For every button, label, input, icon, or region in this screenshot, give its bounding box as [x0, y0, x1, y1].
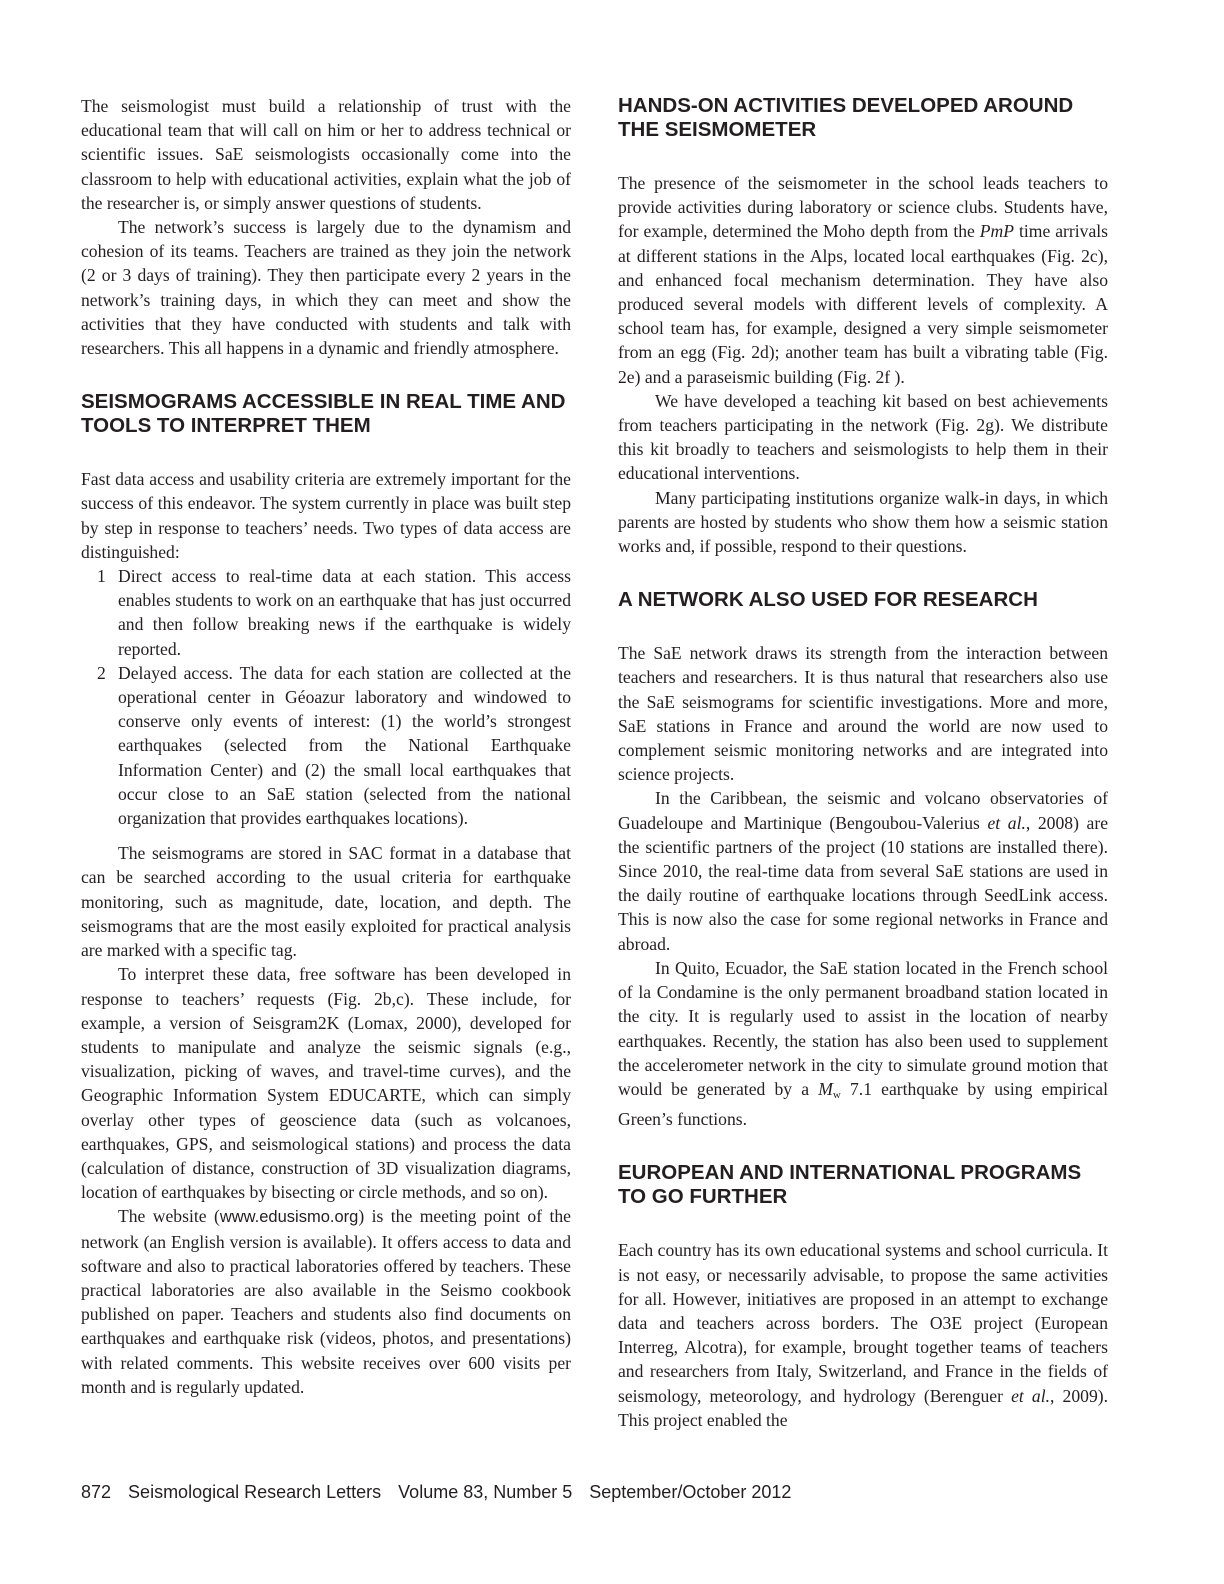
- text-span: time arrivals at different stations in the Alps, located local earthquakes (Fig. 2c), and enhanced focal mechanism determination. They have also produced several models with different levels of complexity. A school team has, for example, designed a very simple seismometer from an egg (Fig. 2d); another team has built a vibrating table (Fig. 2e) and a paraseismic building (Fig. 2f ).: [618, 221, 1108, 387]
- paragraph: The network’s success is largely due to the dynamism and cohesion of its teams. Teachers are trained as they join the network (2 or 3 days of training). They then participate every 2 years in the network’s training days, in which they can meet and show the activities that they have conducted with students and talk with researchers. This all happens in a dynamic and friendly atmosphere.: [81, 217, 571, 359]
- text-span: In Quito, Ecuador, the SaE station located in the French school of la Condamine is the only permanent broadband station located in the city. It is regularly used to assist in the location of nearby earthquakes. Recently, the station has also been used to supplement the accelerometer network in the city to simulate ground motion that would be generated by a: [618, 957, 1108, 1099]
- list-number: 1: [97, 566, 106, 587]
- paragraph: [618, 1238, 1108, 1432]
- issue-date: September/October 2012: [589, 1482, 792, 1502]
- heading-line: THE SEISMOMETER: [618, 118, 817, 141]
- paragraph: The seismograms are stored in SAC format in a database that can be searched according to the usual criteria for earthquake monitoring, such as magnitude, date, location, and depth. The seismograms that are the most easily exploited for practical analysis are marked with a specific tag.: [81, 843, 571, 961]
- list-number: 2: [97, 662, 106, 683]
- text-span: The website (: [118, 1206, 220, 1227]
- italic-term: M: [818, 1078, 833, 1099]
- paragraph: We have developed a teaching kit based on best achievements from teachers participating in the network (Fig. 2g). We distribute this kit broadly to teachers and seismologists to help them in their educational interventions.: [618, 390, 1108, 484]
- section-heading-research: A NETWORK ALSO USED FOR RESEARCH: [618, 588, 1038, 612]
- page-number: 872: [81, 1482, 112, 1502]
- italic-term: et al.: [1011, 1385, 1051, 1406]
- text-span: In the Caribbean, the seismic and volcano observatories of Guadeloupe and Martinique (Bengoubou-Valerius: [618, 788, 1108, 833]
- paragraph: [618, 786, 1108, 955]
- left-column: [81, 94, 571, 1399]
- paragraph: The SaE network draws its strength from the interaction between teachers and researchers. It is thus natural that researchers also use the SaE seismograms for scientific investigations. More and more, SaE stations in France and around the world are now used to complement seismic monitoring networks and are integrated into science projects.: [618, 643, 1108, 785]
- volume-issue: Volume 83, Number 5: [398, 1482, 573, 1502]
- subscript: w: [832, 1088, 841, 1101]
- paragraph: The seismologist must build a relationship of trust with the educational team that will call on him or her to address technical or scientific issues. SaE seismologists occasionally come into the classroom to help with educational activities, explain what the job of the researcher is, or simply answer questions of students.: [81, 96, 571, 213]
- paragraph: [618, 956, 1108, 1131]
- section-heading-european: [618, 1161, 1108, 1209]
- list-text: Delayed access. The data for each station are collected at the operational center in Géoazur laboratory and windowed to conserve only events of interest: (1) the world’s strongest earthquakes (selected from the National Earthquake Information Center) and (2) the small local earthquakes that occur close to an SaE station (selected from the national organization that provides earthquakes locations).: [118, 662, 571, 829]
- website-url: www.edusismo.org: [219, 1208, 359, 1227]
- text-span: , 2009). This project enabled the: [618, 1385, 1109, 1430]
- paragraph: Many participating institutions organize walk-in days, in which parents are hosted by students who show them how a seismic station works and, if possible, respond to their questions.: [618, 487, 1108, 557]
- journal-name: Seismological Research Letters: [128, 1482, 382, 1502]
- right-column: [618, 94, 1108, 1432]
- section-heading-seismograms: [81, 390, 571, 438]
- section-heading-hands-on: [618, 94, 1108, 142]
- heading-line: SEISMOGRAMS ACCESSIBLE IN REAL TIME AND: [81, 390, 566, 414]
- text-span: , 2008) are the scientific partners of the project (10 stations are installed there). Since 2010, the real-time data from several SaE stations are used in the daily routine of earthquake locations through SeedLink access. This is now also the case for some regional networks in France and abroad.: [618, 812, 1108, 954]
- text-span: The presence of the seismometer in the school leads teachers to provide activities during laboratory or science clubs. Students have, for example, determined the Moho depth from the: [618, 173, 1108, 242]
- list-text: Direct access to real-time data at each station. This access enables students to work on an earthquake that has just occurred and then follow breaking news if the earthquake is widely reported.: [118, 566, 571, 659]
- paragraph: Fast data access and usability criteria are extremely important for the success of this endeavor. The system currently in place was built step by step in response to teachers’ needs. Two types of data access are distinguished:: [81, 469, 571, 562]
- paragraph: To interpret these data, free software has been developed in response to teachers’ requests (Fig. 2b,c). These include, for example, a version of Seisgram2K (Lomax, 2000), developed for students to manipulate and analyze the seismic signals (e.g., visualization, picking of waves, and travel-time curves), and the Geographic Information System EDUCARTE, which can simply overlay other types of geoscience data (such as volcanoes, earthquakes, GPS, and seismological stations) and process the data (calculation of distance, construction of 3D visualization diagrams, location of earthquakes by bisecting or circle methods, and so on).: [81, 964, 571, 1203]
- text-span: Each country has its own educational systems and school curricula. It is not easy, or necessarily advisable, to propose the same activities for all. However, initiatives are proposed in an attempt to exchange data and teachers across borders. The O3E project (European Interreg, Alcotra), for example, brought together teams of teachers and researchers from Italy, Switzerland, and France in the fields of seismology, meteorology, and hydrology (Berenguer: [618, 1240, 1108, 1406]
- heading-line: HANDS-ON ACTIVITIES DEVELOPED AROUND: [618, 94, 1074, 117]
- heading-line: TO GO FURTHER: [618, 1185, 788, 1209]
- list-item: [81, 661, 571, 830]
- text-span: 7.1 earthquake by using empirical Green’s functions.: [618, 1078, 1108, 1130]
- heading-line: TOOLS TO INTERPRET THEM: [81, 414, 371, 438]
- paragraph: [618, 171, 1108, 389]
- paragraph: [81, 1204, 571, 1399]
- text-span: ) is the meeting point of the network (an English version is available). It offers access to data and software and also to practical laboratories offered by teachers. These practical laboratories are also available in the Seismo cookbook published on paper. Teachers and students also find documents on earthquakes and earthquake risk (videos, photos, and presentations) with related comments. This website receives over 600 visits per month and is regularly updated.: [81, 1206, 571, 1397]
- list-item: [81, 564, 571, 661]
- italic-term: PmP: [979, 221, 1014, 242]
- heading-line: EUROPEAN AND INTERNATIONAL PROGRAMS: [618, 1161, 1082, 1185]
- page-footer: [81, 1480, 791, 1504]
- data-access-list: [81, 564, 571, 830]
- italic-term: et al.: [987, 812, 1026, 833]
